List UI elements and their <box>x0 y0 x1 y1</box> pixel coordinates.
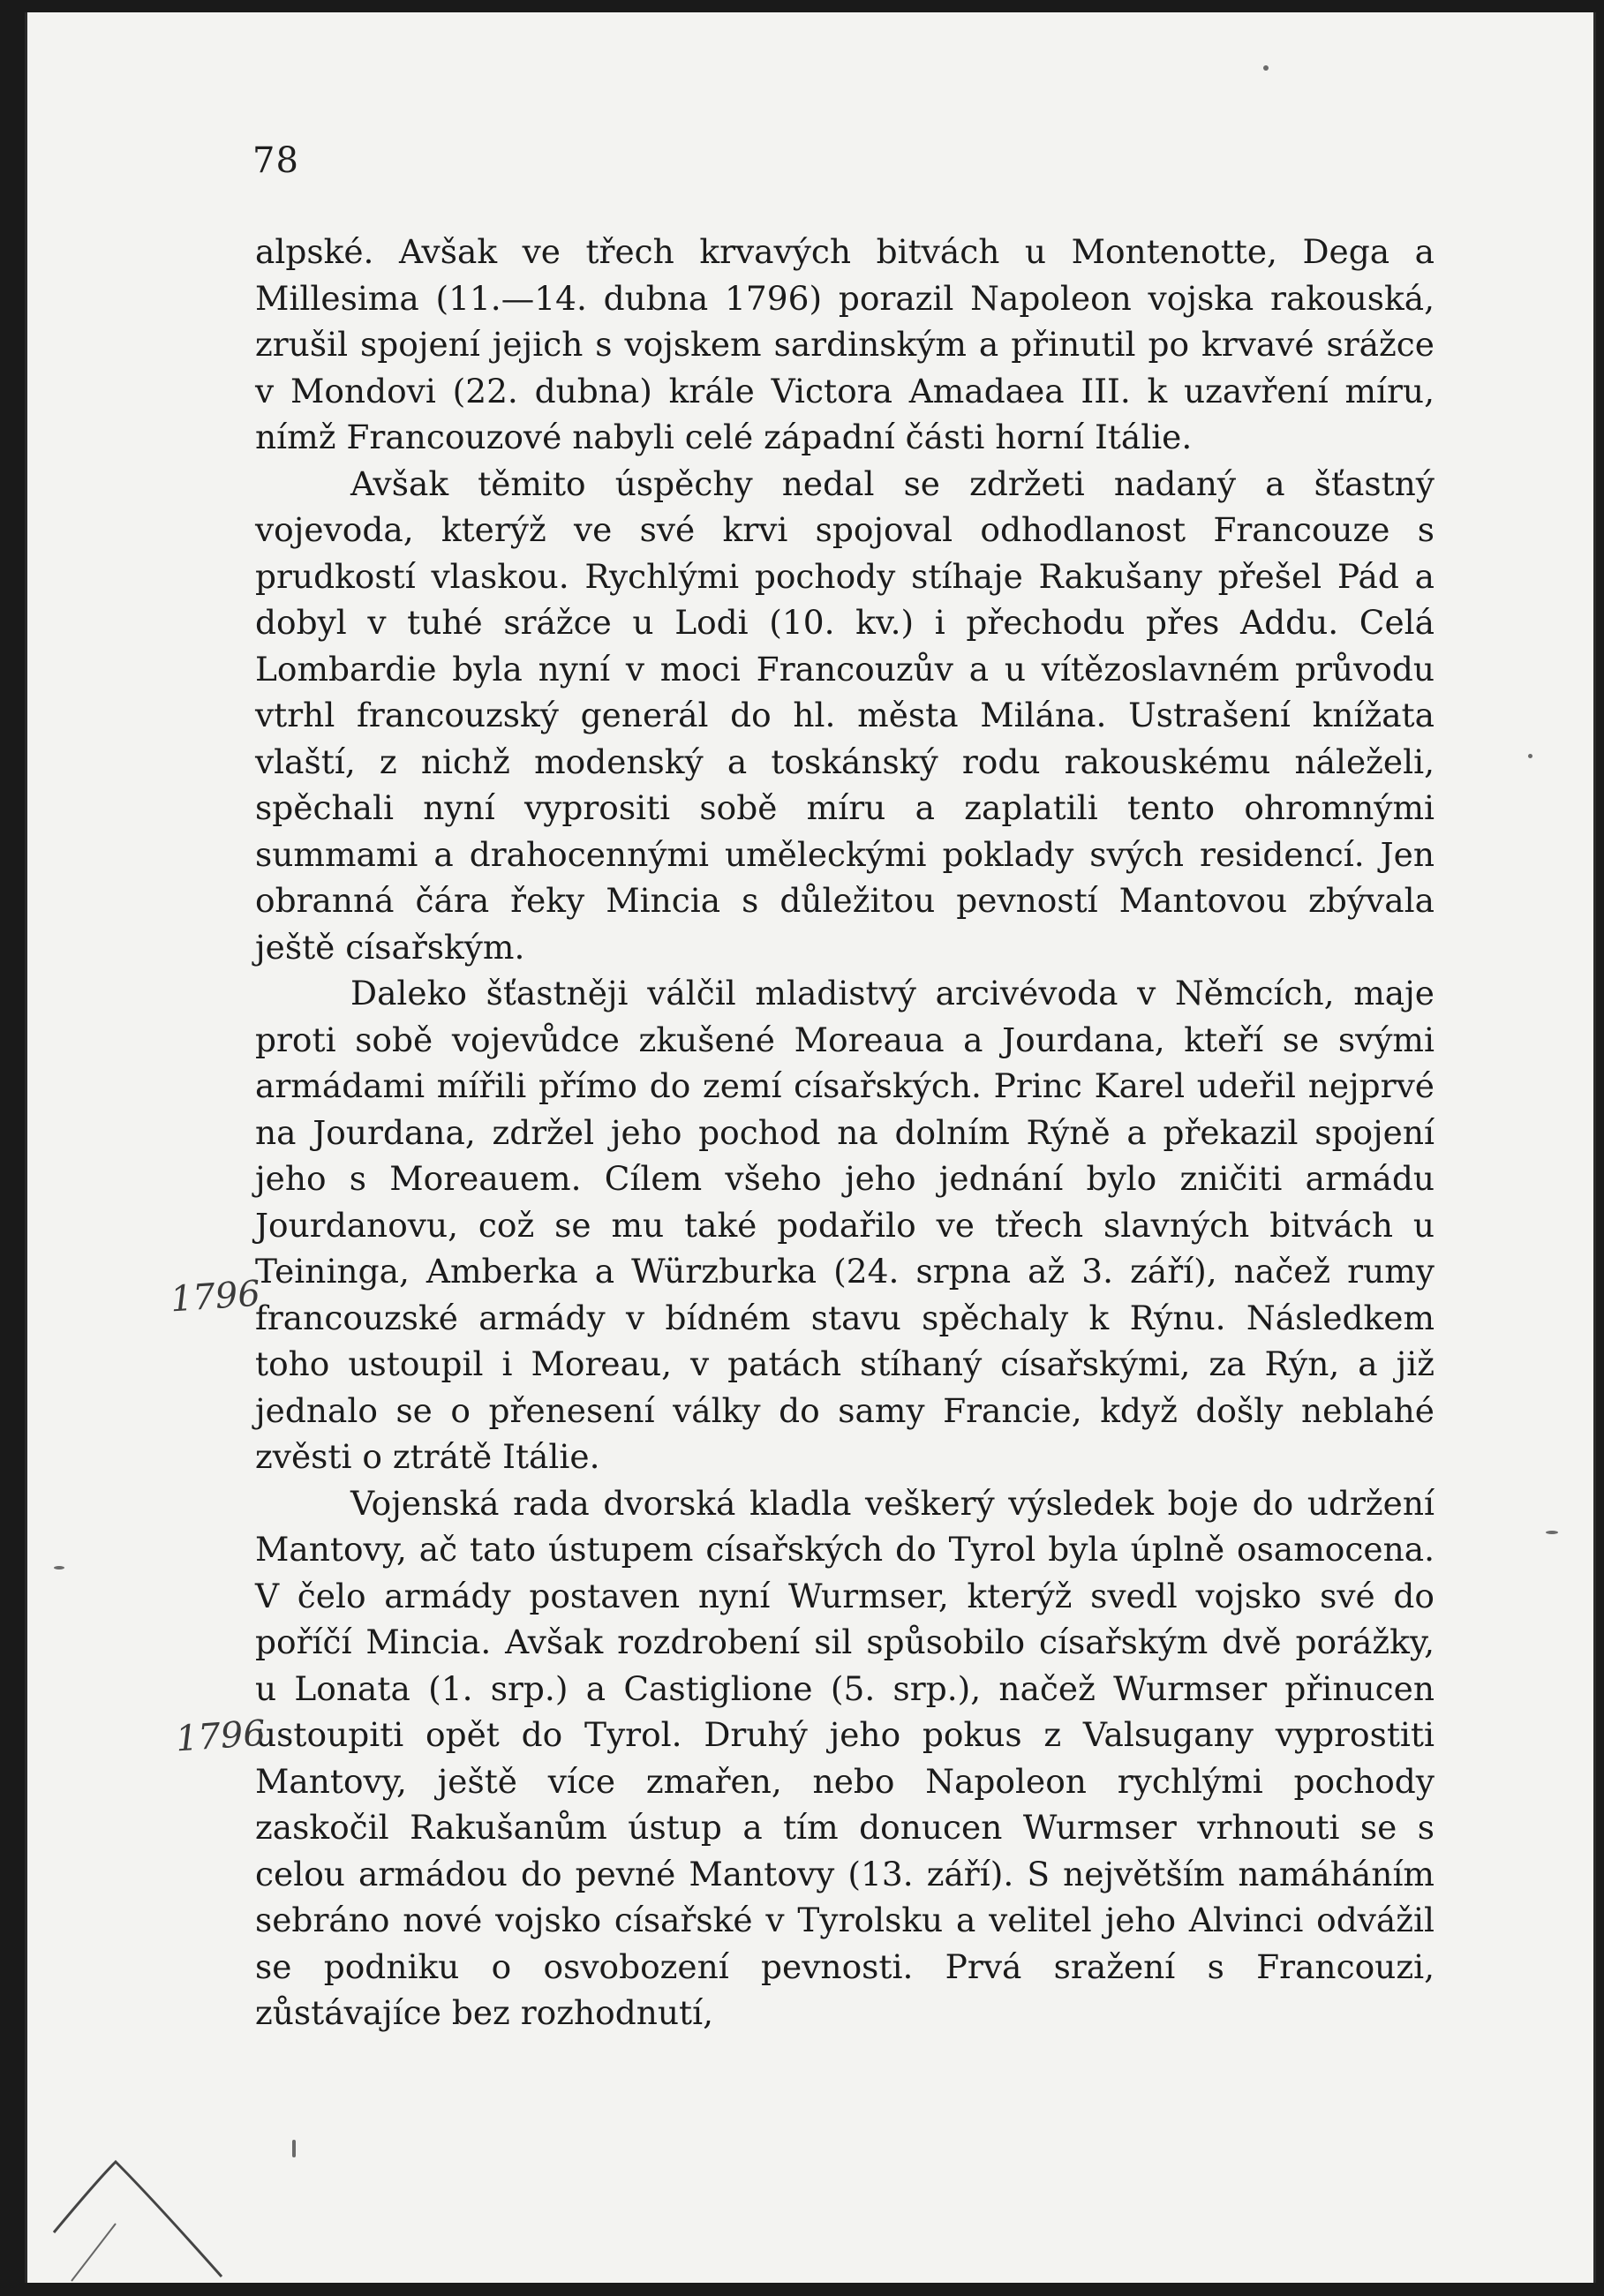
paragraph-3: Daleko šťastněji válčil mladistvý arcivévoda v Němcích, maje proti sobě vojevůdce zkušené Moreaua a Jourdana, kteří se svými armádami mířili přímo do zemí císařských. Princ Karel udeřil nejprvé na Jourdana, zdržel jeho pochod na dolním Rýně a překazil spojení jeho s Moreauem. Cílem všeho jeho jednání bylo zničiti armádu Jourdanovu, což se mu také podařilo ve třech slavných bitvách u Teininga, Amberka a Würzburka (24. srpna až 3. září), načež rumy francouzské armády v bídném stavu spěchaly k Rýnu. Následkem toho ustoupil i Moreau, v patách stíhaný císařskými, za Rýn, a již jednalo se o přenesení války do samy Francie, když došly neblahé zvěsti o ztrátě Itálie. <box>255 974 1435 1476</box>
paper-speck <box>292 2140 296 2157</box>
paragraph-4: Vojenská rada dvorská kladla veškerý výsledek boje do udržení Mantovy, ač tato ústupem císařských do Tyrol byla úplně osamocena. V čelo armády postaven nyní Wurmser, kterýž svedl vojsko své do poříčí Mincia. Avšak rozdrobení sil spůsobilo císařským dvě porážky, u Lonata (1. srp.) a Castiglione (5. srp.), načež Wurmser přinucen ustoupiti opět do Tyrol. Druhý jeho pokus z Valsugany vyprostiti Mantovy, ještě více zmařen, nebo Napoleon rychlými pochody zaskočil Rakušanům ústup a tím donucen Wurmser vrhnouti se s celou armádou do pevné Mantovy (13. září). S největším namáháním sebráno nové vojsko císařské v Tyrolsku a velitel jeho Alvinci odvážil se podniku o osvobození pevnosti. Prvá sražení s Francouzi, zůstávajíce bez rozhodnutí, <box>255 1483 1435 2032</box>
paragraph-2: Avšak těmito úspěchy nedal se zdržeti nadaný a šťastný vojevoda, kterýž ve své krvi spojoval odhodlanost Francouze s prudkostí vlaskou. Rychlými pochody stíhaje Rakušany přešel Pád a dobyl v tuhé srážce u Lodi (10. kv.) i přechodu přes Addu. Celá Lombardie byla nyní v moci Francouzův a u vítězoslavném průvodu vtrhl francouzský generál do hl. města Milána. Ustrašení knížata vlaští, z nichž modenský a toskánský rodu rakouskému náleželi, spěchali nyní vyprositi sobě míru a zaplatili tento ohromnými summami a drahocennými uměleckými poklady svých residencí. Jen obranná čára řeky Mincia s důležitou pevností Mantovou zbývala ještě císařským. <box>255 463 1435 967</box>
paper-speck <box>1263 65 1269 71</box>
body-text <box>255 229 1435 2036</box>
page-number: 78 <box>252 140 299 181</box>
margin-note-handwritten-1: 1796 <box>169 1273 262 1321</box>
page-corner-crease <box>45 2127 310 2283</box>
paragraph-1: alpské. Avšak ve třech krvavých bitvách u Montenotte, Dega a Millesima (11.—14. dubna 1796) porazil Napoleon vojska rakouská, zrušil spojení jejich s vojskem sardinským a přinutil po krvavé srážce v Mondovi (22. dubna) krále Victora Amadaea III. k uzavření míru, nímž Francouzové nabyli celé západní části horní Itálie. <box>255 232 1435 456</box>
margin-note-handwritten-2: 1796 <box>174 1713 267 1760</box>
paper-speck <box>1546 1531 1558 1534</box>
scanned-page <box>25 12 1596 2283</box>
paper-speck <box>54 1566 64 1570</box>
paper-speck <box>1528 754 1532 758</box>
